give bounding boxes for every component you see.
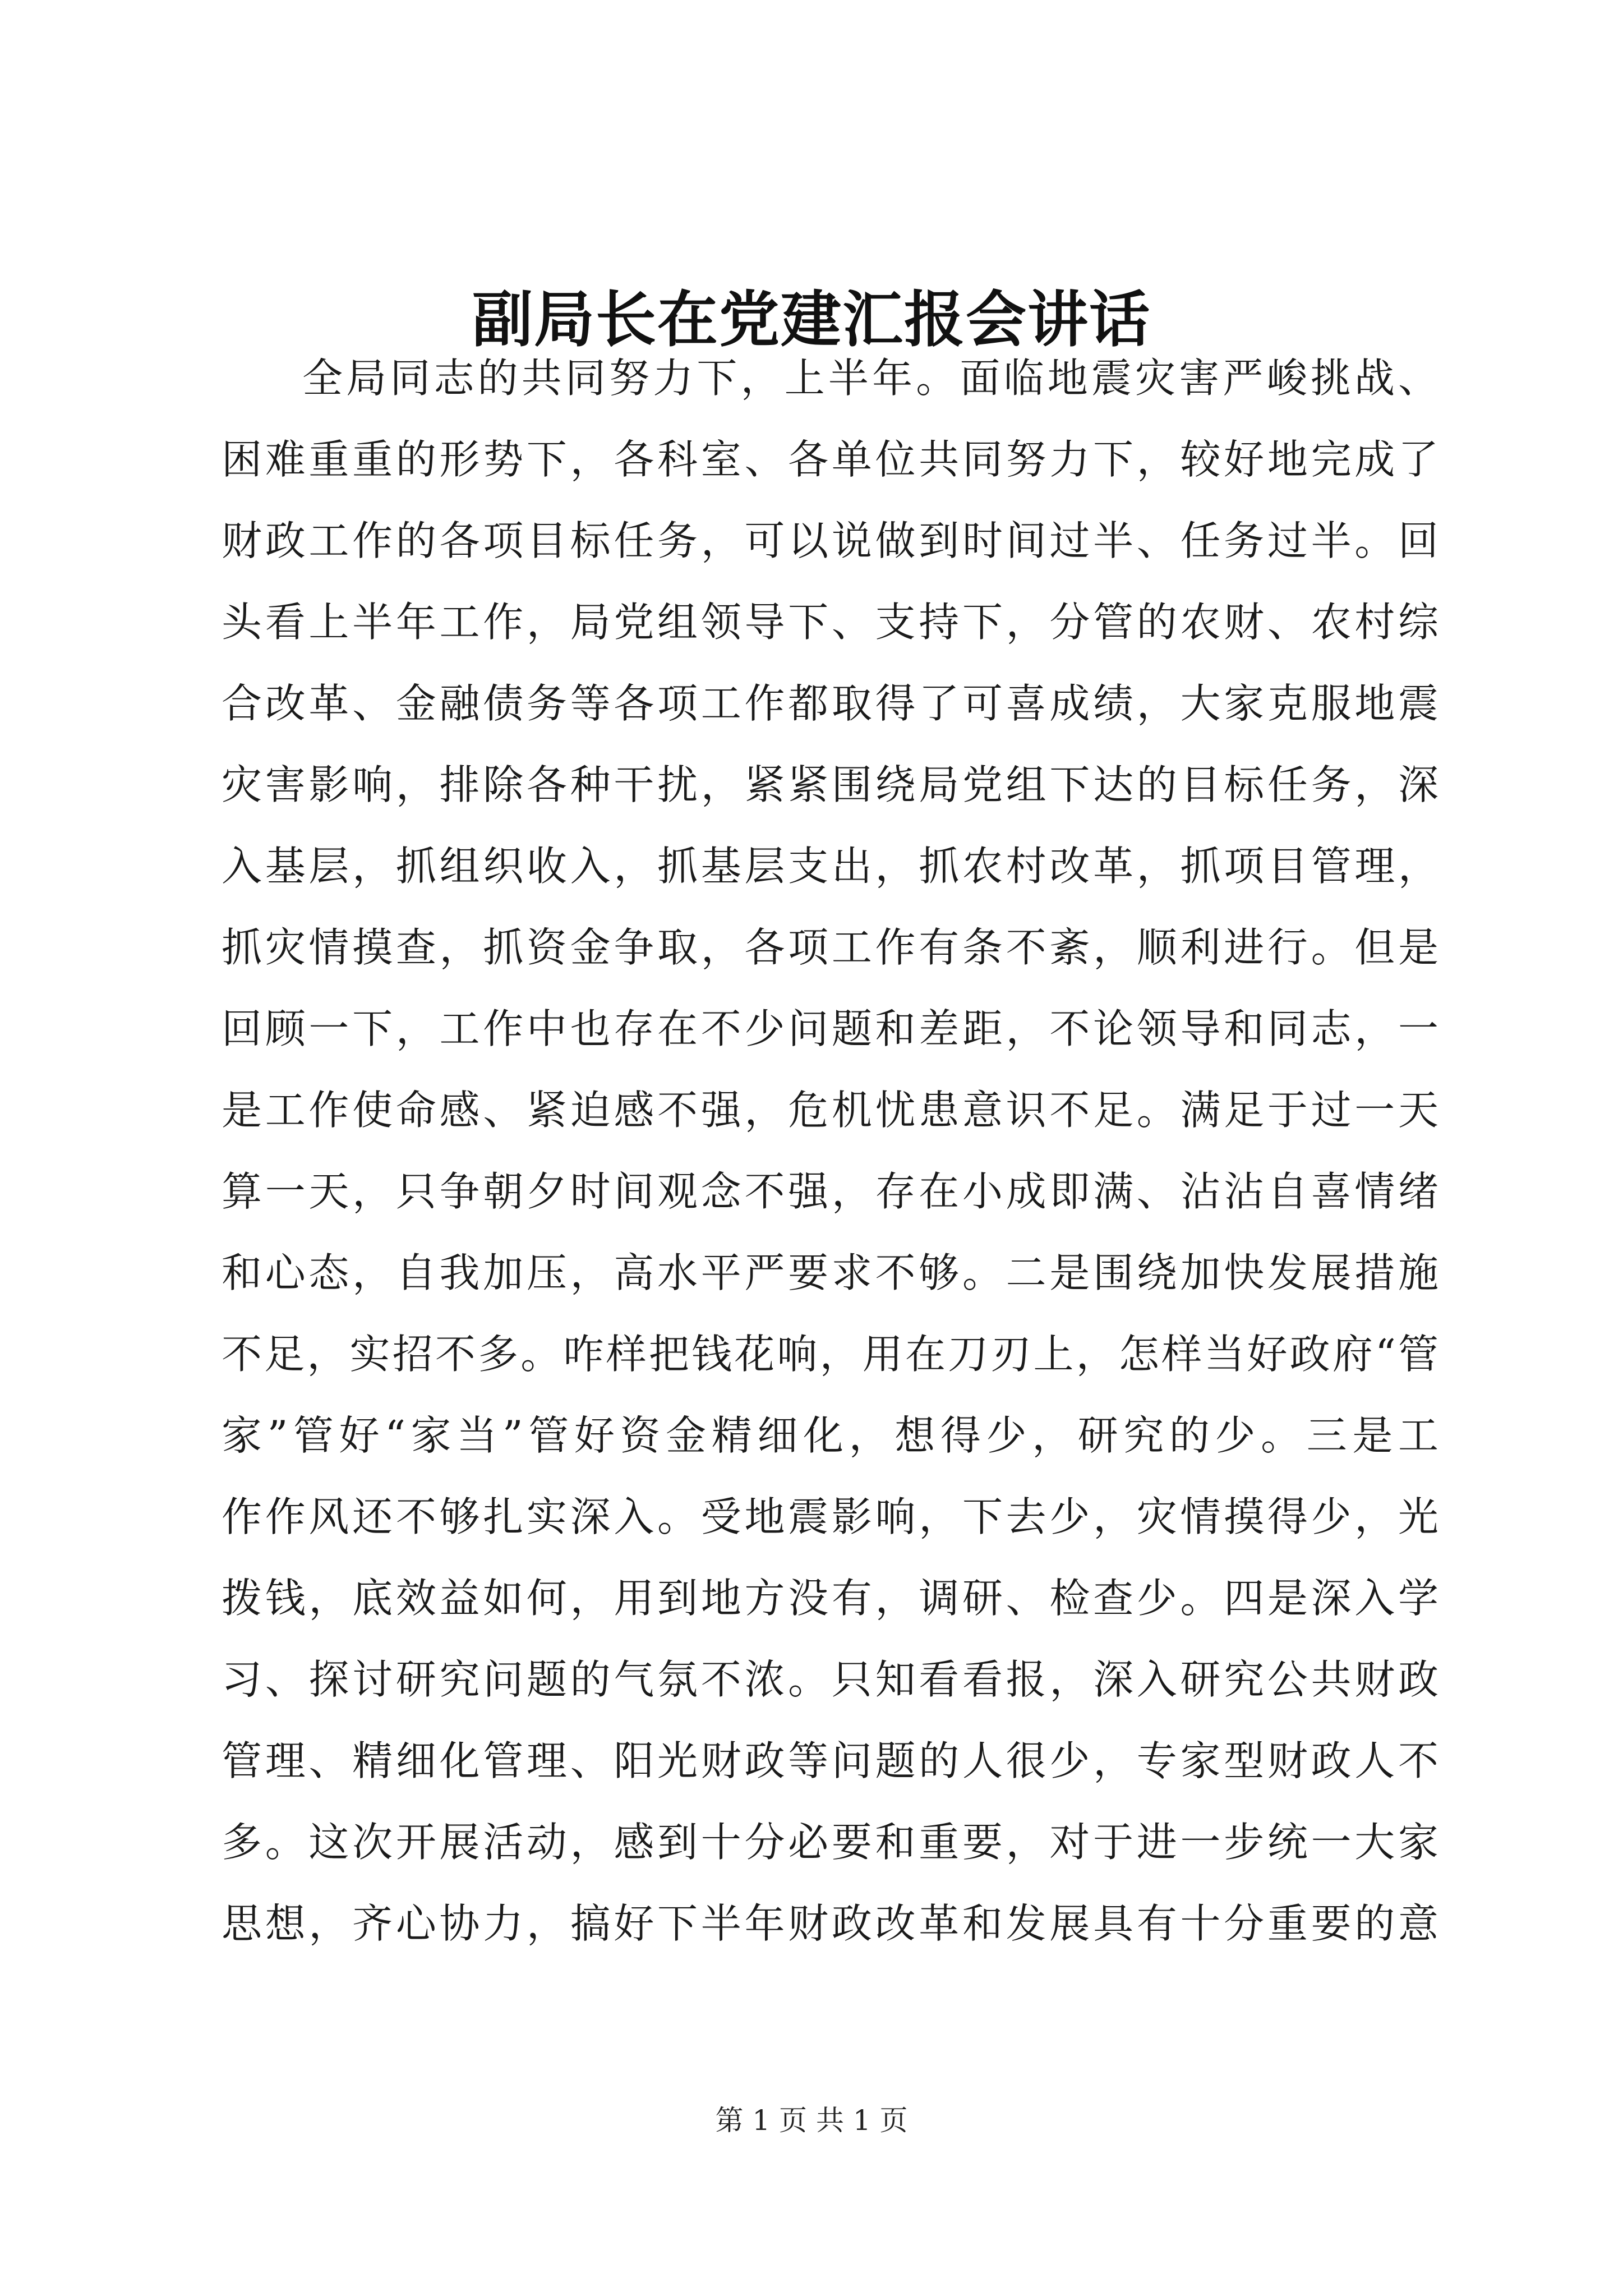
body-line: 算一天，只争朝夕时间观念不强，存在小成即满、沾沾自喜情绪 [222, 1168, 1438, 1215]
body-line: 困难重重的形势下，各科室、各单位共同努力下，较好地完成了 [222, 436, 1438, 483]
body-line: 拨钱，底效益如何，用到地方没有，调研、检查少。四是深入学 [222, 1575, 1438, 1622]
document-title: 副局长在党建汇报会讲话 [472, 284, 1151, 355]
body-line: 财政工作的各项目标任务，可以说做到时间过半、任务过半。回 [222, 517, 1438, 564]
body-line: 作作风还不够扎实深入。受地震影响，下去少，灾情摸得少，光 [222, 1493, 1438, 1540]
body-line: 习、探讨研究问题的气氛不浓。只知看看报，深入研究公共财政 [222, 1656, 1438, 1703]
body-line: 思想，齐心协力，搞好下半年财政改革和发展具有十分重要的意 [222, 1900, 1438, 1947]
body-line: 家”管好“家当”管好资金精细化，想得少，研究的少。三是工 [222, 1412, 1438, 1459]
page-number-footer: 第 1 页 共 1 页 [715, 2104, 908, 2137]
body-line: 和心态，自我加压，高水平严要求不够。二是围绕加快发展措施 [222, 1249, 1438, 1296]
body-line: 不足，实招不多。咋样把钱花响，用在刀刃上，怎样当好政府“管 [222, 1331, 1438, 1378]
body-line: 多。这次开展活动，感到十分必要和重要，对于进一步统一大家 [222, 1819, 1438, 1866]
body-line: 抓灾情摸查，抓资金争取，各项工作有条不紊，顺利进行。但是 [222, 924, 1438, 971]
body-line: 回顾一下，工作中也存在不少问题和差距，不论领导和同志，一 [222, 1005, 1438, 1052]
body-line: 入基层，抓组织收入，抓基层支出，抓农村改革，抓项目管理， [222, 843, 1438, 890]
body-line: 管理、精细化管理、阳光财政等问题的人很少，专家型财政人不 [222, 1737, 1438, 1784]
body-line: 头看上半年工作，局党组领导下、支持下，分管的农财、农村综 [222, 599, 1438, 646]
body-line: 是工作使命感、紧迫感不强，危机忧患意识不足。满足于过一天 [222, 1087, 1438, 1134]
document-body [222, 338, 1438, 1964]
body-line: 合改革、金融债务等各项工作都取得了可喜成绩，大家克服地震 [222, 680, 1438, 727]
body-line: 灾害影响，排除各种干扰，紧紧围绕局党组下达的目标任务，深 [222, 761, 1438, 808]
body-line: 全局同志的共同努力下，上半年。面临地震灾害严峻挑战、 [302, 355, 1438, 402]
